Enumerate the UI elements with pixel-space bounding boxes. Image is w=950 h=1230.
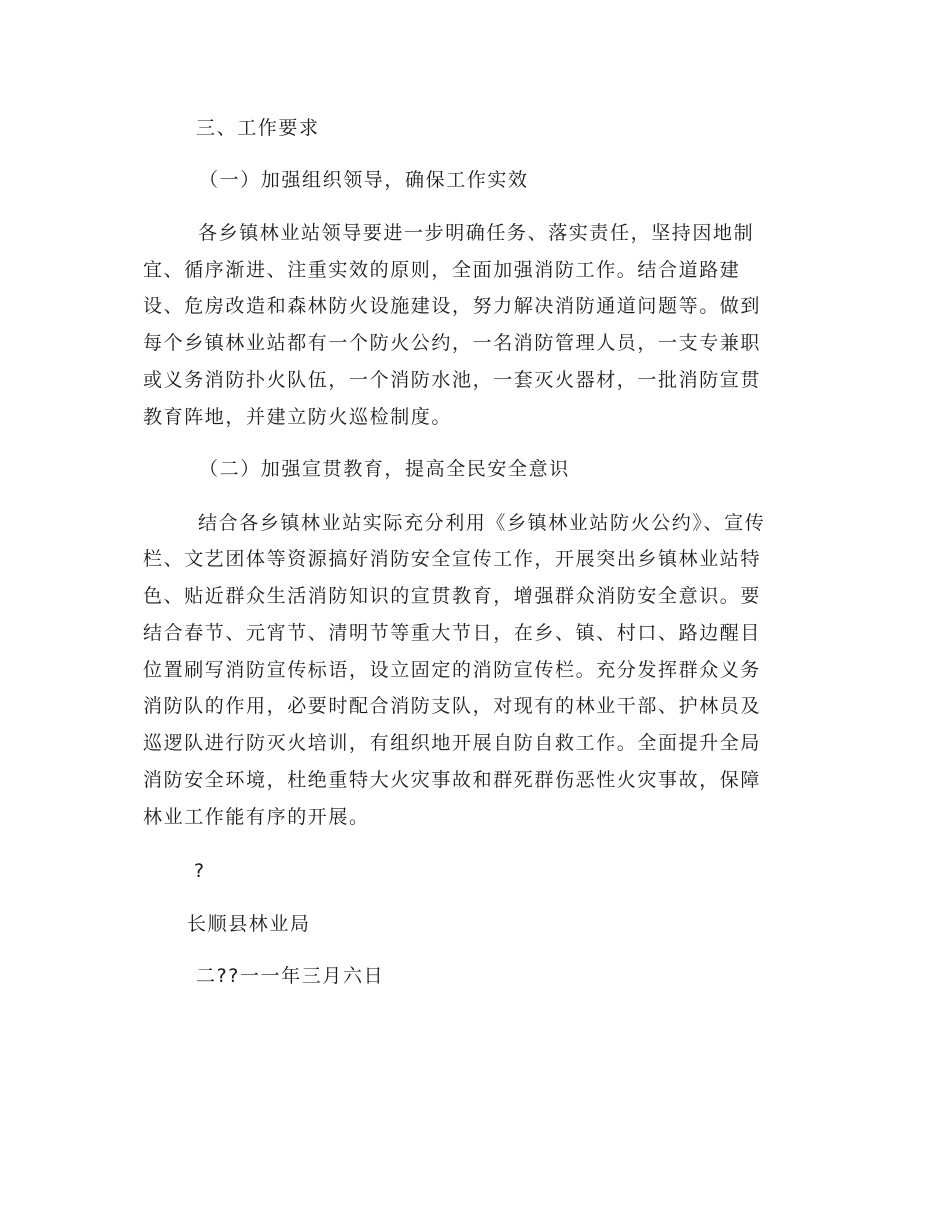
paragraph-1-line-2: 宜、循序渐进、注重实效的原则，全面加强消防工作。结合道路建 (143, 259, 741, 281)
paragraph-2-line-5: 位置刷写消防宣传标语，设立固定的消防宣传栏。充分发挥群众义务 (143, 659, 762, 681)
paragraph-2-line-9: 林业工作能有序的开展。 (143, 806, 370, 828)
paragraph-2-line-8: 消防安全环境，杜绝重特大火灾事故和群死群伤恶性火灾事故，保障 (143, 769, 762, 791)
subsection-heading-2: （二）加强宣贯教育，提高全民安全意识 (199, 458, 570, 480)
paragraph-2-line-1: 结合各乡镇林业站实际充分利用《乡镇林业站防火公约》、宣传 (198, 512, 766, 534)
paragraph-1-line-6: 教育阵地，并建立防火巡检制度。 (143, 406, 453, 428)
paragraph-1-line-1: 各乡镇林业站领导要进一步明确任务、落实责任，坚持因地制 (198, 222, 755, 244)
document-date: 二??一一年三月六日 (196, 965, 385, 987)
placeholder-mark: ? (194, 860, 206, 882)
paragraph-1-line-3: 设、危房改造和森林防火设施建设，努力解决消防通道问题等。做到 (143, 295, 762, 317)
paragraph-2-line-4: 结合春节、元宵节、清明节等重大节日，在乡、镇、村口、路边醒目 (143, 622, 762, 644)
paragraph-2-line-3: 色、贴近群众生活消防知识的宣贯教育，增强群众消防安全意识。要 (143, 585, 762, 607)
paragraph-2-line-2: 栏、文艺团体等资源搞好消防安全宣传工作，开展突出乡镇林业站特 (143, 548, 762, 570)
section-heading: 三、工作要求 (196, 117, 320, 139)
subsection-heading-1: （一）加强组织领导，确保工作实效 (199, 169, 529, 191)
paragraph-1-line-4: 每个乡镇林业站都有一个防火公约，一名消防管理人员，一支专兼职 (143, 332, 762, 354)
paragraph-2-line-6: 消防队的作用，必要时配合消防支队，对现有的林业干部、护林员及 (143, 695, 762, 717)
paragraph-1-line-5: 或义务消防扑火队伍，一个消防水池，一套灭火器材，一批消防宣贯 (143, 369, 762, 391)
signature: 长顺县林业局 (187, 913, 311, 935)
paragraph-2-line-7: 巡逻队进行防灭火培训，有组织地开展自防自救工作。全面提升全局 (143, 732, 762, 754)
